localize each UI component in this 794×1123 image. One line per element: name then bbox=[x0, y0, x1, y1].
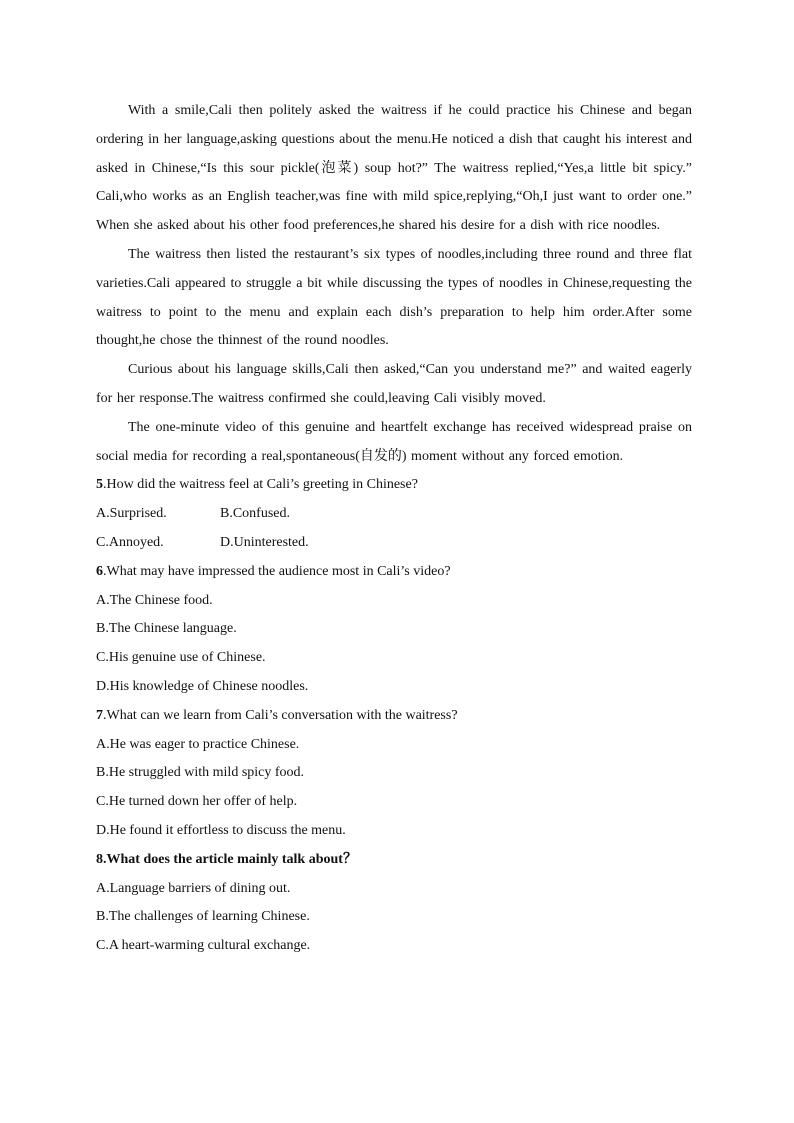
option-b: B.He struggled with mild spicy food. bbox=[96, 765, 305, 781]
option-d: D.His knowledge of Chinese noodles. bbox=[96, 678, 309, 694]
question-number: 5 bbox=[96, 477, 103, 493]
passage-paragraph: With a smile,Cali then politely asked the waitress if he could practice his Chinese and began ordering in her language,asking questions about the menu.He noticed a dish that caught his interest and asked in Chinese,“Is this sour pickle(泡菜) soup hot?” The waitress replied,“Yes,a little bit spicy.” Cali,who works as an English teacher,was fine with mild spice,replying,“Oh,I just want to order one.” When she asked about his other food preferences,he shared his desire for a dish with rice noodles. bbox=[96, 103, 692, 234]
option-b: B.The challenges of learning Chinese. bbox=[96, 909, 310, 925]
option-d: D.He found it effortless to discuss the menu. bbox=[96, 822, 346, 838]
passage-paragraph: The waitress then listed the restaurant’s six types of noodles,including three round and three flat varieties.Cali appeared to struggle a bit while discussing the types of noodles in Chinese,requesting the waitress to point to the menu and explain each dish’s preparation to help him order.After some thought,he chose the thinnest of the round noodles. bbox=[96, 246, 692, 349]
option-a: A.Language barriers of dining out. bbox=[96, 880, 291, 896]
option-b: B.Confused. bbox=[220, 506, 290, 522]
question-stem bbox=[96, 471, 692, 500]
question-text: .What can we learn from Cali’s conversation with the waitress? bbox=[103, 707, 458, 723]
question-stem bbox=[96, 702, 692, 731]
option-b: B.The Chinese language. bbox=[96, 621, 237, 637]
question-7 bbox=[96, 702, 692, 846]
option-a: A.Surprised. bbox=[96, 506, 167, 522]
question-6 bbox=[96, 558, 692, 702]
question-number: 8 bbox=[96, 851, 103, 867]
option-row bbox=[96, 500, 692, 529]
question-stem bbox=[96, 846, 692, 875]
document-page bbox=[96, 97, 692, 961]
option-d: D.Uninterested. bbox=[220, 534, 309, 550]
question-number: 7 bbox=[96, 707, 103, 723]
option-a: A.The Chinese food. bbox=[96, 592, 213, 608]
question-stem bbox=[96, 558, 692, 587]
passage-paragraph: Curious about his language skills,Cali then asked,“Can you understand me?” and waited eagerly for her response.The waitress confirmed she could,leaving Cali visibly moved. bbox=[96, 362, 692, 406]
question-text: .How did the waitress feel at Cali’s greeting in Chinese? bbox=[103, 477, 418, 493]
option-a: A.He was eager to practice Chinese. bbox=[96, 736, 300, 752]
option-row bbox=[96, 529, 692, 558]
question-number: 6 bbox=[96, 563, 103, 579]
question-8 bbox=[96, 846, 692, 961]
option-c: C.His genuine use of Chinese. bbox=[96, 650, 266, 666]
question-text: .What may have impressed the audience most in Cali’s video? bbox=[103, 563, 451, 579]
option-c: C.He turned down her offer of help. bbox=[96, 794, 298, 810]
question-text: .What does the article mainly talk about？ bbox=[103, 851, 357, 867]
option-c: C.A heart-warming cultural exchange. bbox=[96, 938, 311, 954]
option-c: C.Annoyed. bbox=[96, 534, 164, 550]
passage-paragraph: The one-minute video of this genuine and heartfelt exchange has received widespread praise on social media for recording a real,spontaneous(自发的) moment without any forced emotion. bbox=[96, 419, 692, 464]
question-5 bbox=[96, 471, 692, 557]
